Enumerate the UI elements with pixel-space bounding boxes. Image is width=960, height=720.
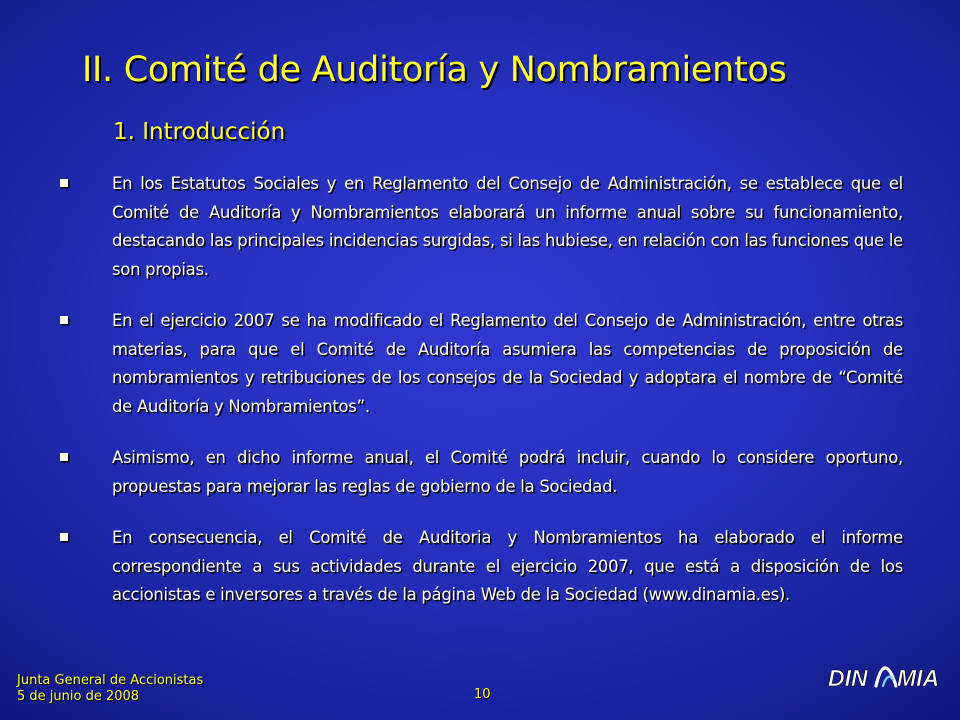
dinamia-logo	[826, 656, 944, 698]
slide-title: II. Comité de Auditoría y Nombramientos	[82, 50, 787, 90]
slide-subtitle: 1. Introducción	[113, 119, 286, 145]
square-bullet-icon	[60, 179, 68, 187]
footer-event: Junta General de Accionistas	[17, 673, 204, 688]
page-number: 10	[474, 687, 491, 702]
footer-meeting-info	[17, 673, 203, 705]
bullet-list	[60, 170, 903, 610]
square-bullet-icon	[60, 533, 68, 541]
bullet-item	[60, 170, 903, 284]
bullet-item	[60, 307, 903, 421]
footer-date: 5 de junio de 2008	[17, 689, 140, 704]
dinamia-logo-wave-icon	[876, 668, 896, 686]
logo-text-right: MIA	[897, 665, 940, 691]
bullet-text: En consecuencia, el Comité de Auditoria y Nombramientos ha elaborado el informe correspondiente a sus actividades durante el ejercicio 2007, que está a disposición de los accionistas e inversores a través de la página Web de la Sociedad (www.dinamia.es).	[112, 528, 903, 604]
bullet-item	[60, 444, 903, 501]
bullet-text: En los Estatutos Sociales y en Reglamento del Consejo de Administración, se establece que el Comité de Auditoría y Nombramientos elaborará un informe anual sobre su funcionamiento, destacando las principales incidencias surgidas, si las hubiese, en relación con las funciones que le son propias.	[112, 174, 903, 279]
bullet-item	[60, 524, 903, 610]
bullet-text: En el ejercicio 2007 se ha modificado el Reglamento del Consejo de Administración, entre otras materias, para que el Comité de Auditoría asumiera las competencias de proposición de nombramientos y retribuciones de los consejos de la Sociedad y adoptara el nombre de “Comité de Auditoría y Nombramientos”.	[112, 311, 903, 416]
logo-text-left: DIN	[828, 665, 868, 691]
square-bullet-icon	[60, 316, 68, 324]
bullet-text: Asimismo, en dicho informe anual, el Comité podrá incluir, cuando lo considere oportuno, propuestas para mejorar las reglas de gobierno de la Sociedad.	[112, 448, 903, 496]
square-bullet-icon	[60, 453, 68, 461]
